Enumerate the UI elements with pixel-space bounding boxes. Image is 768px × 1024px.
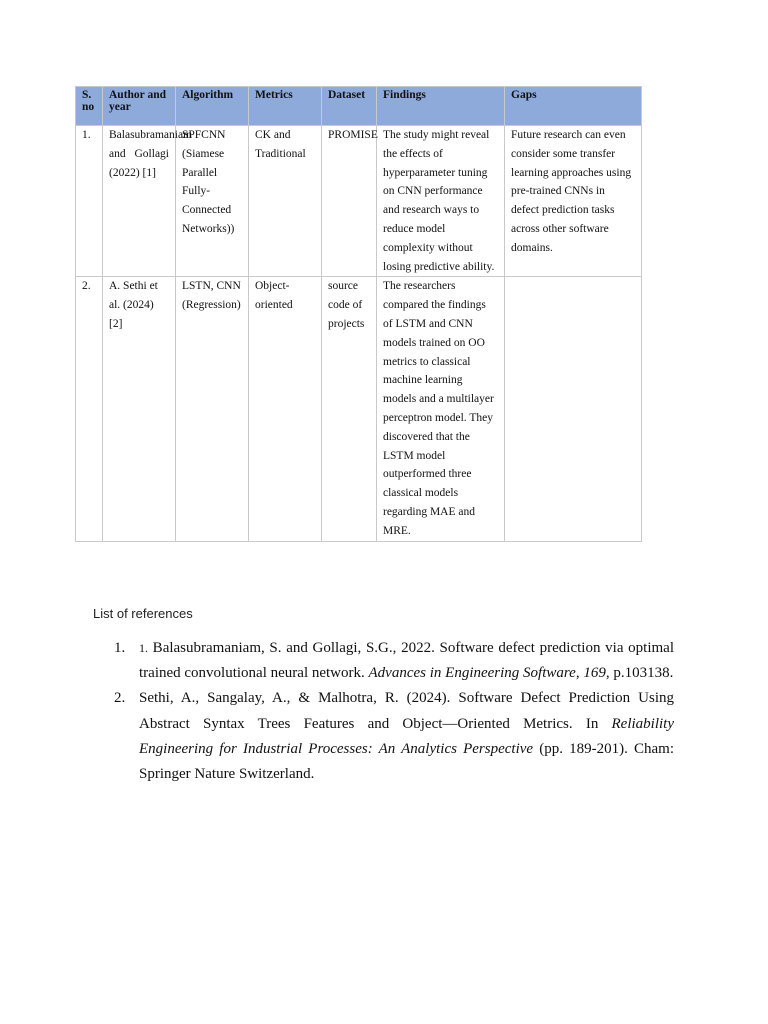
cell-gaps [505, 277, 642, 542]
header-author-year: Author and year [103, 87, 176, 126]
reference-text: Balasubramaniam, S. and Gollagi, S.G., 2022. Software defect prediction via optimal trained convolutional neural network. [139, 640, 674, 682]
table-row [76, 277, 642, 542]
reference-journal: Advances in Engineering Software [368, 665, 576, 682]
reference-inner-number: 1. [139, 641, 148, 655]
cell-metrics: CK and Traditional [249, 126, 322, 277]
header-gaps: Gaps [505, 87, 642, 126]
cell-algorithm: SPFCNN (Siamese Parallel Fully-Connected Networks)) [176, 126, 249, 277]
cell-findings: The study might reveal the effects of hyperparameter tuning on CNN performance and research ways to reduce model complexity without losing predictive ability. [377, 126, 505, 277]
table-row [76, 126, 642, 277]
references-list [114, 636, 674, 787]
reference-number: 1. [114, 640, 126, 656]
cell-findings: The researchers compared the findings of LSTM and CNN models trained on OO metrics to classical machine learning models and a multilayer perceptron model. They discovered that the LSTM model outperformed three classical models regarding MAE and MRE. [377, 277, 505, 542]
reference-text-end: , p.103138. [605, 665, 674, 682]
reference-text-end: (pp. 189-201). Cham: Springer Nature Switzerland. [139, 740, 674, 783]
cell-metrics: Object-oriented [249, 277, 322, 542]
reference-number: 2. [114, 690, 126, 707]
header-dataset: Dataset [322, 87, 377, 126]
table-header-row [76, 87, 642, 126]
cell-dataset: PROMISE [322, 126, 377, 277]
cell-author: Balasubramaniam and Gollagi (2022) [1] [103, 126, 176, 277]
header-findings: Findings [377, 87, 505, 126]
reference-item [114, 636, 674, 686]
reference-item [114, 686, 674, 787]
reference-book-title: Reliability Engineering for Industrial Processes: An Analytics Perspective [139, 715, 674, 757]
header-metrics: Metrics [249, 87, 322, 126]
cell-author: A. Sethi et al. (2024) [2] [103, 277, 176, 542]
header-algorithm: Algorithm [176, 87, 249, 126]
reference-text: Sethi, A., Sangalay, A., & Malhotra, R. (2024). Software Defect Prediction Using Abstract Syntax Trees Features and Object—Oriented Metrics. In [139, 690, 674, 732]
literature-review-table [75, 86, 642, 542]
cell-sno: 1. [76, 126, 103, 277]
cell-gaps: Future research can even consider some transfer learning approaches using pre-trained CNNs in defect prediction tasks across other software domains. [505, 126, 642, 277]
reference-volume: 169 [583, 665, 606, 682]
reference-text-sep: , [575, 665, 584, 682]
references-heading: List of references [93, 606, 193, 621]
header-sno: S. no [76, 87, 103, 126]
cell-dataset: source code of projects [322, 277, 377, 542]
cell-sno: 2. [76, 277, 103, 542]
cell-algorithm: LSTN, CNN (Regression) [176, 277, 249, 542]
